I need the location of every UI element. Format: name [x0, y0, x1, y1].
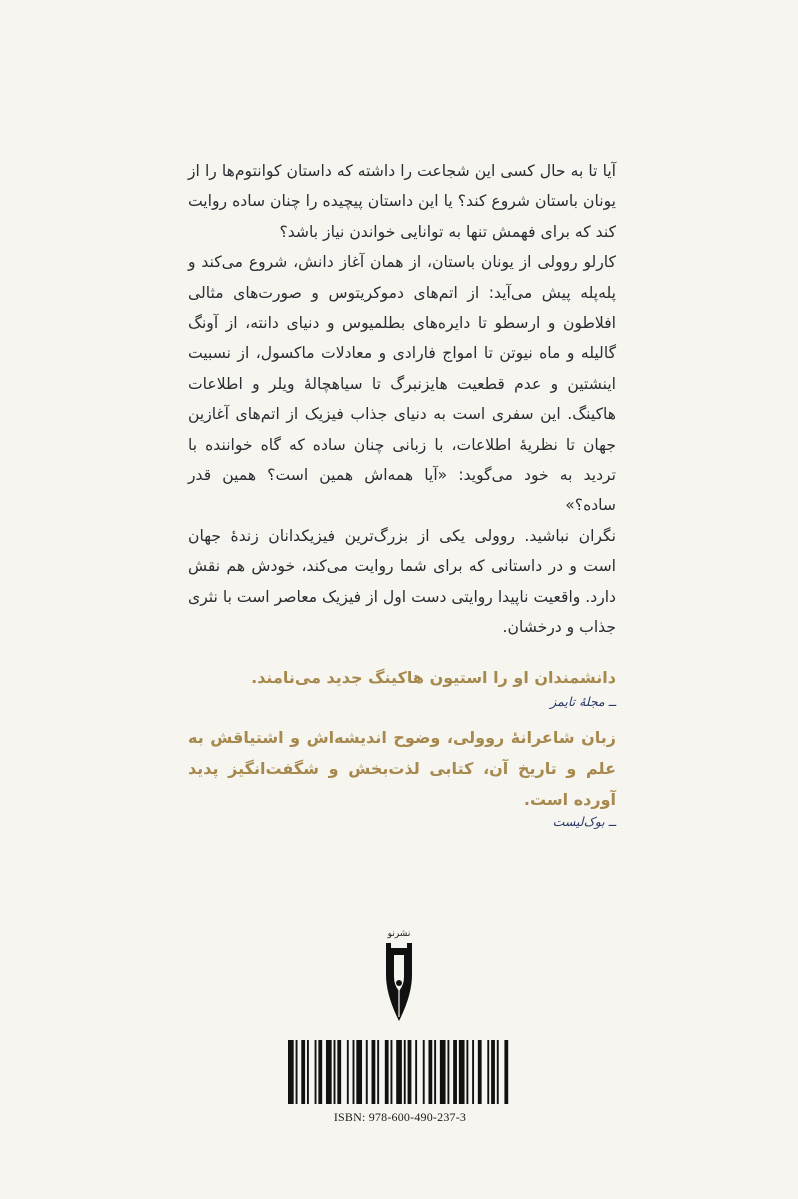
review-quote-booklist [188, 722, 616, 831]
publisher-logo [381, 925, 417, 1025]
blurb-paragraph-3: نگران نباشید. روولی یکی از بزرگ‌ترین فیزیکدانان زندهٔ جهان است و در داستانی که برای شما روایت می‌کند، خودش هم نقش دارد. واقعیت ناپیدا روایتی دست اول از فیزیک معاصر است با نثری جذاب و درخشان. [188, 526, 616, 637]
isbn-number: ISBN: 978-600-490-237-3 [333, 1110, 467, 1124]
review-quote-time [188, 662, 616, 711]
review-quote-source: ــ بوک‌لیست [552, 814, 616, 829]
review-quote-text: زبان شاعرانهٔ روولی، وضوح اندیشه‌اش و اشتیاقش به علم و تاریخ آن، کتابی لذت‌بخش و شگفت‌انگیز پدید آورده است. [188, 728, 616, 809]
barcode-bars [288, 1040, 512, 1104]
fountain-pen-nib-icon [386, 943, 412, 1021]
review-quote-text: دانشمندان او را استیون هاکینگ جدید می‌نامند. [251, 668, 616, 687]
review-quote-source: ــ مجلهٔ تایمز [550, 694, 616, 709]
blurb-paragraph-2: کارلو روولی از یونان باستان، از همان آغاز دانش، شروع می‌کند و پله‌پله پیش می‌آید: از اتم‌های دموکریتوس و صورت‌های مثالی افلاطون و ارسطو تا دایره‌های بطلمیوس و دنیای دانته، از آونگ گالیله و ماه نیوتن تا امواج فارادی و معادلات ماکسول، از نسبیت اینشتین و عدم قطعیت هایزنبرگ تا سیاهچالهٔ ویلر و اطلاعات هاکینگ. این سفری است به دنیای جذاب فیزیک از اتم‌های آغازین جهان تا نظریهٔ اطلاعات، با زبانی چنان ساده که گاه خواننده با تردید به خود می‌گوید: «آیا همه‌اش همین است؟ همین قدر ساده؟» [188, 253, 616, 515]
barcode [280, 1040, 520, 1106]
blurb-paragraph-1: آیا تا به حال کسی این شجاعت را داشته که داستان کوانتوم‌ها را از یونان باستان شروع کند؟ یا این داستان پیچیده را چنان ساده روایت کند که برای فهمش تنها به توانایی خواندن نیاز باشد؟ [188, 162, 616, 241]
blurb-text [188, 156, 616, 643]
publisher-logo-text: نشرنو [387, 929, 411, 939]
